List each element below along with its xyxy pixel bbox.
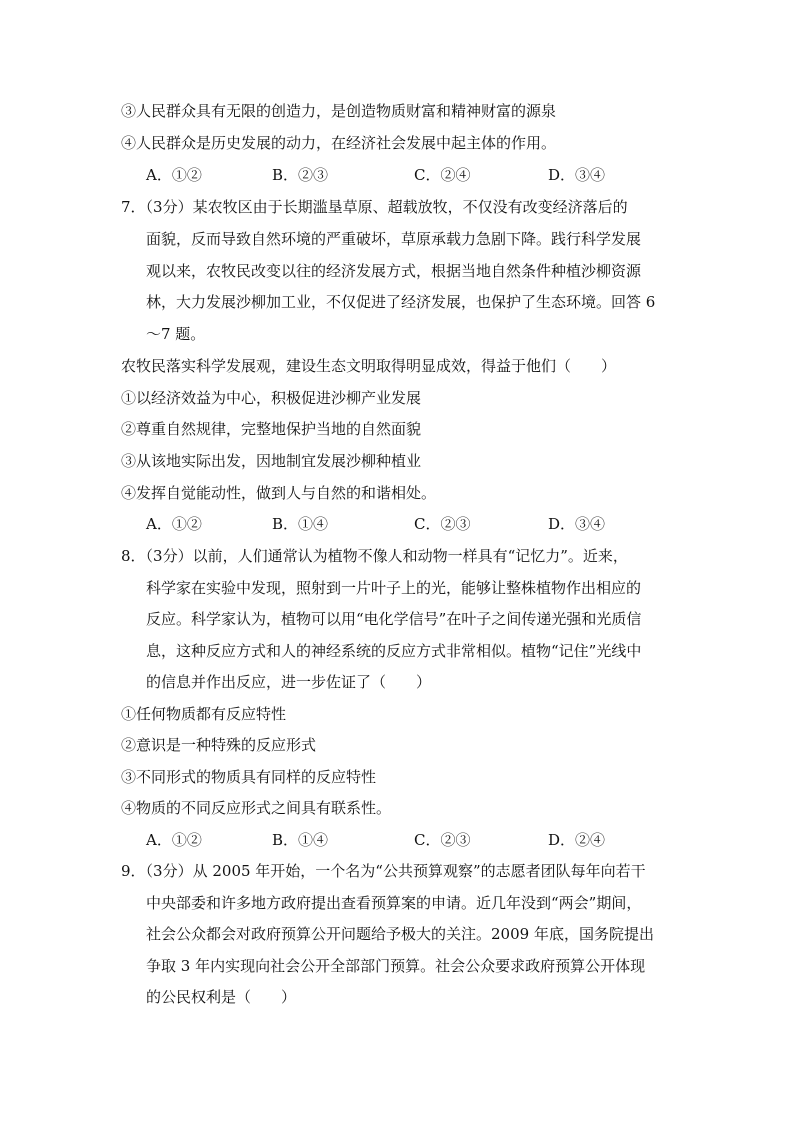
q8-stem-line-5: 的信息并作出反应，进一步佐证了（ ）: [146, 673, 432, 691]
q7-choices: [146, 514, 606, 534]
q7-choice-d: D．③④: [548, 515, 606, 533]
q9-stem-line-1: 9．（3分）从 2005 年开始，一个名为“公共预算观察”的志愿者团队每年向若干: [121, 862, 646, 880]
q7-stem-line-2: 面貌，反而导致自然环境的严重破坏，草原承载力急剧下降。践行科学发展: [146, 230, 642, 248]
q8-option-4: ④物质的不同反应形式之间具有联系性。: [121, 799, 392, 817]
q8-stem-line-3: 反应。科学家认为，植物可以用“电化学信号”在叶子之间传递光强和光质信: [146, 610, 642, 628]
q8-stem-line-4: 息，这种反应方式和人的神经系统的反应方式非常相似。植物“记住”光线中: [146, 642, 642, 660]
q6-choice-a: A．①②: [146, 166, 202, 184]
q7-option-4: ④发挥自觉能动性，做到人与自然的和谐相处。: [121, 484, 437, 502]
q9-stem-line-2: 中央部委和许多地方政府提出查看预算案的申请。近几年没到“两会”期间，: [146, 894, 642, 912]
q8-stem-line-2: 科学家在实验中发现，照射到一片叶子上的光，能够让整株植物作出相应的: [146, 579, 642, 597]
q6-choice-d: D．③④: [548, 166, 606, 184]
q6-choice-b: B．②③: [272, 166, 329, 184]
q8-option-3: ③不同形式的物质具有同样的反应特性: [121, 768, 377, 786]
q7-choice-c: C．②③: [414, 515, 471, 533]
q7-option-1: ①以经济效益为中心，积极促进沙柳产业发展: [121, 389, 422, 407]
q8-choice-c: C．②③: [414, 831, 471, 849]
q7-option-3: ③从该地实际出发，因地制宜发展沙柳种植业: [121, 452, 422, 470]
q8-stem-line-1: 8．（3分）以前，人们通常认为植物不像人和动物一样具有“记忆力”。近来，: [121, 547, 628, 565]
q8-choice-a: A．①②: [146, 831, 202, 849]
q6-choice-c: C．②④: [414, 166, 471, 184]
q9-stem-line-5: 的公民权利是（ ）: [146, 988, 297, 1006]
q6-option-4: ④人民群众是历史发展的动力，在经济社会发展中起主体的作用。: [121, 134, 557, 152]
q8-choices: [146, 830, 606, 850]
q8-choice-b: B．①④: [272, 831, 329, 849]
q7-choice-b: B．①④: [272, 515, 329, 533]
q8-choice-d: D．②④: [548, 831, 606, 849]
q6-choices: [146, 165, 606, 185]
q8-option-1: ①任何物质都有反应特性: [121, 705, 287, 723]
q7-stem-line-3: 观以来，农牧民改变以往的经济发展方式，根据当地自然条件种植沙柳资源: [146, 262, 642, 280]
q9-stem-line-4: 争取 3 年内实现向社会公开全部部门预算。社会公众要求政府预算公开体现: [146, 957, 646, 975]
q7-question: 农牧民落实科学发展观，建设生态文明取得明显成效，得益于他们（ ）: [121, 357, 617, 375]
q6-option-3: ③人民群众具有无限的创造力，是创造物质财富和精神财富的源泉: [121, 102, 557, 120]
q7-option-2: ②尊重自然规律，完整地保护当地的自然面貌: [121, 420, 422, 438]
q8-option-2: ②意识是一种特殊的反应形式: [121, 736, 317, 754]
q7-stem-line-5: ～7 题。: [146, 325, 206, 343]
q9-stem-line-3: 社会公众都会对政府预算公开问题给予极大的关注。2009 年底，国务院提出: [146, 925, 654, 943]
q7-choice-a: A．①②: [146, 515, 202, 533]
q7-stem-line-1: 7．（3分）某农牧区由于长期滥垦草原、超载放牧，不仅没有改变经济落后的: [121, 198, 628, 216]
q7-stem-line-4: 林，大力发展沙柳加工业，不仅促进了经济发展，也保护了生态环境。回答 6: [146, 293, 656, 311]
